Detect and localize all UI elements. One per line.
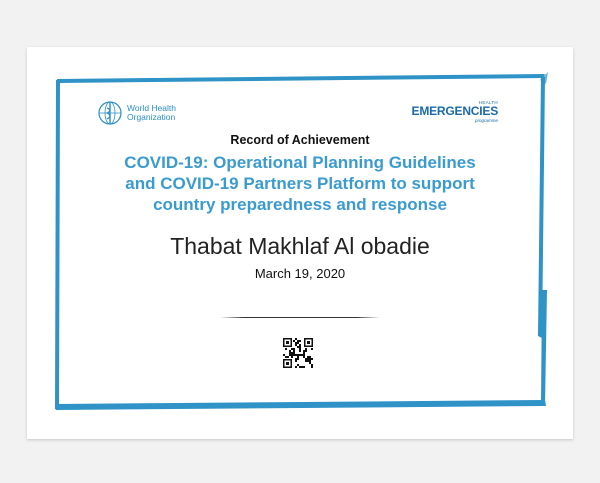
- recipient-name: Thabat Makhlaf Al obadie: [170, 233, 430, 259]
- who-logo: [97, 100, 176, 126]
- who-logo-line2: Organization: [127, 112, 176, 122]
- who-emblem-icon: [97, 100, 123, 126]
- course-title-line-2: and COVID-19 Partners Platform to support: [125, 174, 475, 193]
- record-heading: Record of Achievement: [230, 133, 370, 147]
- health-emergencies-logo: [412, 100, 498, 123]
- he-logo-sub: programme: [474, 118, 498, 123]
- who-logo-line1: World Health: [127, 102, 176, 113]
- he-logo-top: HEALTH: [478, 100, 498, 105]
- qr-code-graphic: [282, 337, 314, 369]
- who-logo-text: [127, 104, 176, 123]
- signature-divider: [220, 317, 380, 318]
- certificate-date: March 19, 2020: [254, 266, 346, 281]
- qr-code-icon[interactable]: [282, 337, 314, 369]
- course-title-line-1: COVID-19: Operational Planning Guidelines: [124, 153, 476, 172]
- course-title-line-3: country preparedness and response: [153, 195, 447, 214]
- he-logo-main: EMERGENCIES: [411, 104, 498, 118]
- course-title: [60, 152, 540, 215]
